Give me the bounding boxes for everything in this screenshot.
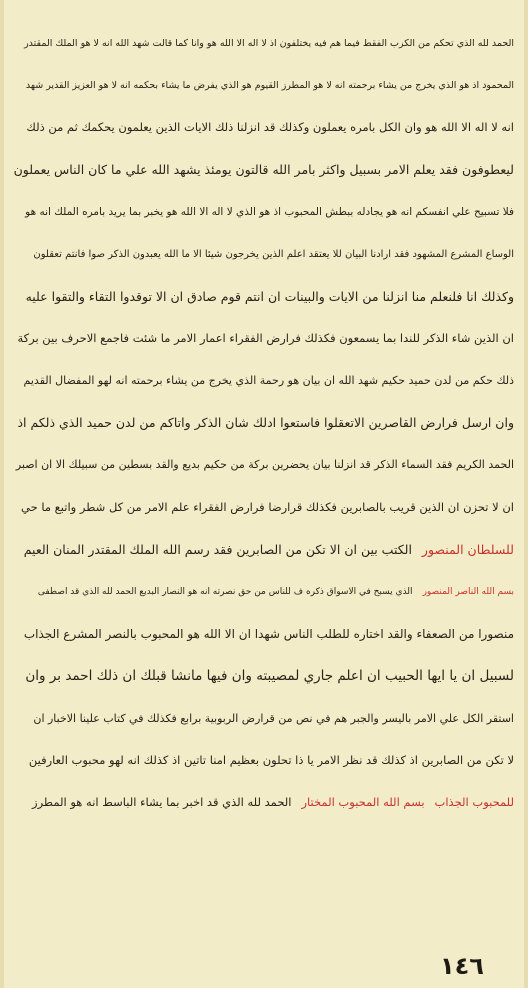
manuscript-line	[14, 528, 514, 570]
manuscript-line	[14, 22, 514, 64]
manuscript-line	[14, 64, 514, 106]
line-text: منصورا من الصعفاء والقد اختاره للطلب الناس شهدا ان الا الله هو المحبوب بالنصر المشرع الجذاب	[23, 626, 514, 641]
manuscript-line	[14, 317, 514, 359]
rubric-heading: للسلطان المنصور	[421, 541, 514, 557]
manuscript-line	[14, 149, 514, 191]
manuscript-line	[14, 486, 514, 528]
manuscript-line	[14, 781, 514, 823]
line-text: وكذلك انا فلنعلم منا انزلنا من الايات والبينات ان انتم قوم صادق ان الا توقدوا التقاء والتقوا عليه	[25, 288, 514, 304]
manuscript-line	[14, 106, 514, 148]
line-text: الكتب بين ان الا تكن من الصابرين فقد رسم الله الملك المقتدر المنان العيم	[23, 541, 412, 557]
manuscript-line	[14, 233, 514, 275]
line-text: الذي يسبح في الاسواق ذكره ف للناس من حق نصرته انه هو النصار البديع الحمد لله الذي قد اصطفى	[37, 586, 413, 597]
line-text: فلا تسبيح علي انفسكم انه هو يجادله ببطش المحبوب اذ هو الذي لا اله الا الله هو يخبر بما يريد بامره الملك انه هو	[25, 205, 514, 218]
manuscript-line	[14, 444, 514, 486]
line-text: لا تكن من الصابرين اذ كذلك قد نظر الامر يا ذا تحلون بعظيم امنا تاتين اذ كذلك انه لهو محبوب العارفين	[28, 753, 514, 768]
manuscript-line	[14, 191, 514, 233]
line-text: الحمد لله الذي تحكم من الكرب الفقط فيما هم فيه يختلفون اذ لا اله الا الله هو وانا كما قالت شهد الله انه لا هو الملك المقتدر	[24, 37, 514, 49]
paper-edge-right	[524, 0, 528, 988]
manuscript-line	[14, 570, 514, 612]
manuscript-line	[14, 613, 514, 655]
manuscript-line	[14, 402, 514, 444]
paper-edge-left	[0, 0, 4, 988]
manuscript-line	[14, 360, 514, 402]
line-text: انه لا اله الا الله هو وان الكل بامره يعملون وكذلك قد انزلنا ذلك الايات الذين يعلمون يحكمك ثم من ذلك	[26, 120, 514, 135]
line-text: الحمد الكريم فقد السماء الذكر قد انزلنا بيان يحضرين بركة من حكيم بديع والقد بسطين من سبيلك الا ان اصبر	[15, 458, 514, 472]
manuscript-line	[14, 275, 514, 317]
line-text: وان ارسل فرارض القاصرين الاتعقلوا فاستعوا ادلك شان الذكر واتاكم من لدن حميد الذي ذلكم اذ	[17, 415, 514, 431]
line-text: الحمد لله الذي قد اخبر بما يشاء الباسط انه هو المطرز	[32, 795, 292, 810]
line-text: استقر الكل علي الامر باليسر والجبر هم في نص من قرارض الربوبية برابع فكذلك في كتاب علينا الاخبار ان	[33, 711, 514, 725]
line-text: المحمود اذ هو الذي يخرج من يشاء برحمته انه لا هو المطرز القيوم هو الذي يفرض ما يشاء بحكمه انه لا هو العزيز القدير شهد	[25, 79, 514, 91]
manuscript-line	[14, 697, 514, 739]
line-text: ذلك حكم من لدن حميد حكيم شهد الله ان بيان هو رحمة الذي يخرج من يشاء برحمته انه لهو المفضال القديم	[23, 374, 514, 388]
manuscript-line	[14, 655, 514, 697]
rubric-heading: بسم الله الناصر المنصور	[422, 586, 514, 597]
line-text: ان لا تحزن ان الذين قريب بالصابرين فكذلك قرارضا فرارض الفقراء علم الامر من كل شطر واتبع ما حي	[21, 500, 514, 515]
line-text: لسبيل ان يا ايها الحبيب ان اعلم جاري لمصيبته وان فيها مانشا قبلك ان ذلك احمد بر وان	[25, 667, 514, 684]
line-text: ان الذين شاء الذكر للندا بما يسمعون فكذلك فرارض الفقراء اعمار الامر ما شئت فاجمع الاحرف بين بركة	[17, 331, 514, 346]
rubric-heading: بسم الله المحبوب المختار	[301, 795, 425, 810]
text-block	[14, 22, 514, 824]
line-text: ليعطوفون فقد يعلم الامر بسبيل واكثر بامر الله قالتون يومئذ يشهد الله علي ما كان الناس يعملون	[14, 162, 514, 178]
page-number: ١٤٦	[440, 952, 484, 980]
line-text: الوساع المشرع المشهود فقد ارادنا البيان للا يعتقد اعلم الذين يخرجون شيئا الا ما الله يعبدون الذكر صوا فانتم تعقلون	[33, 248, 514, 260]
manuscript-line	[14, 739, 514, 781]
rubric-heading: للمحبوب الجذاب	[434, 795, 514, 810]
